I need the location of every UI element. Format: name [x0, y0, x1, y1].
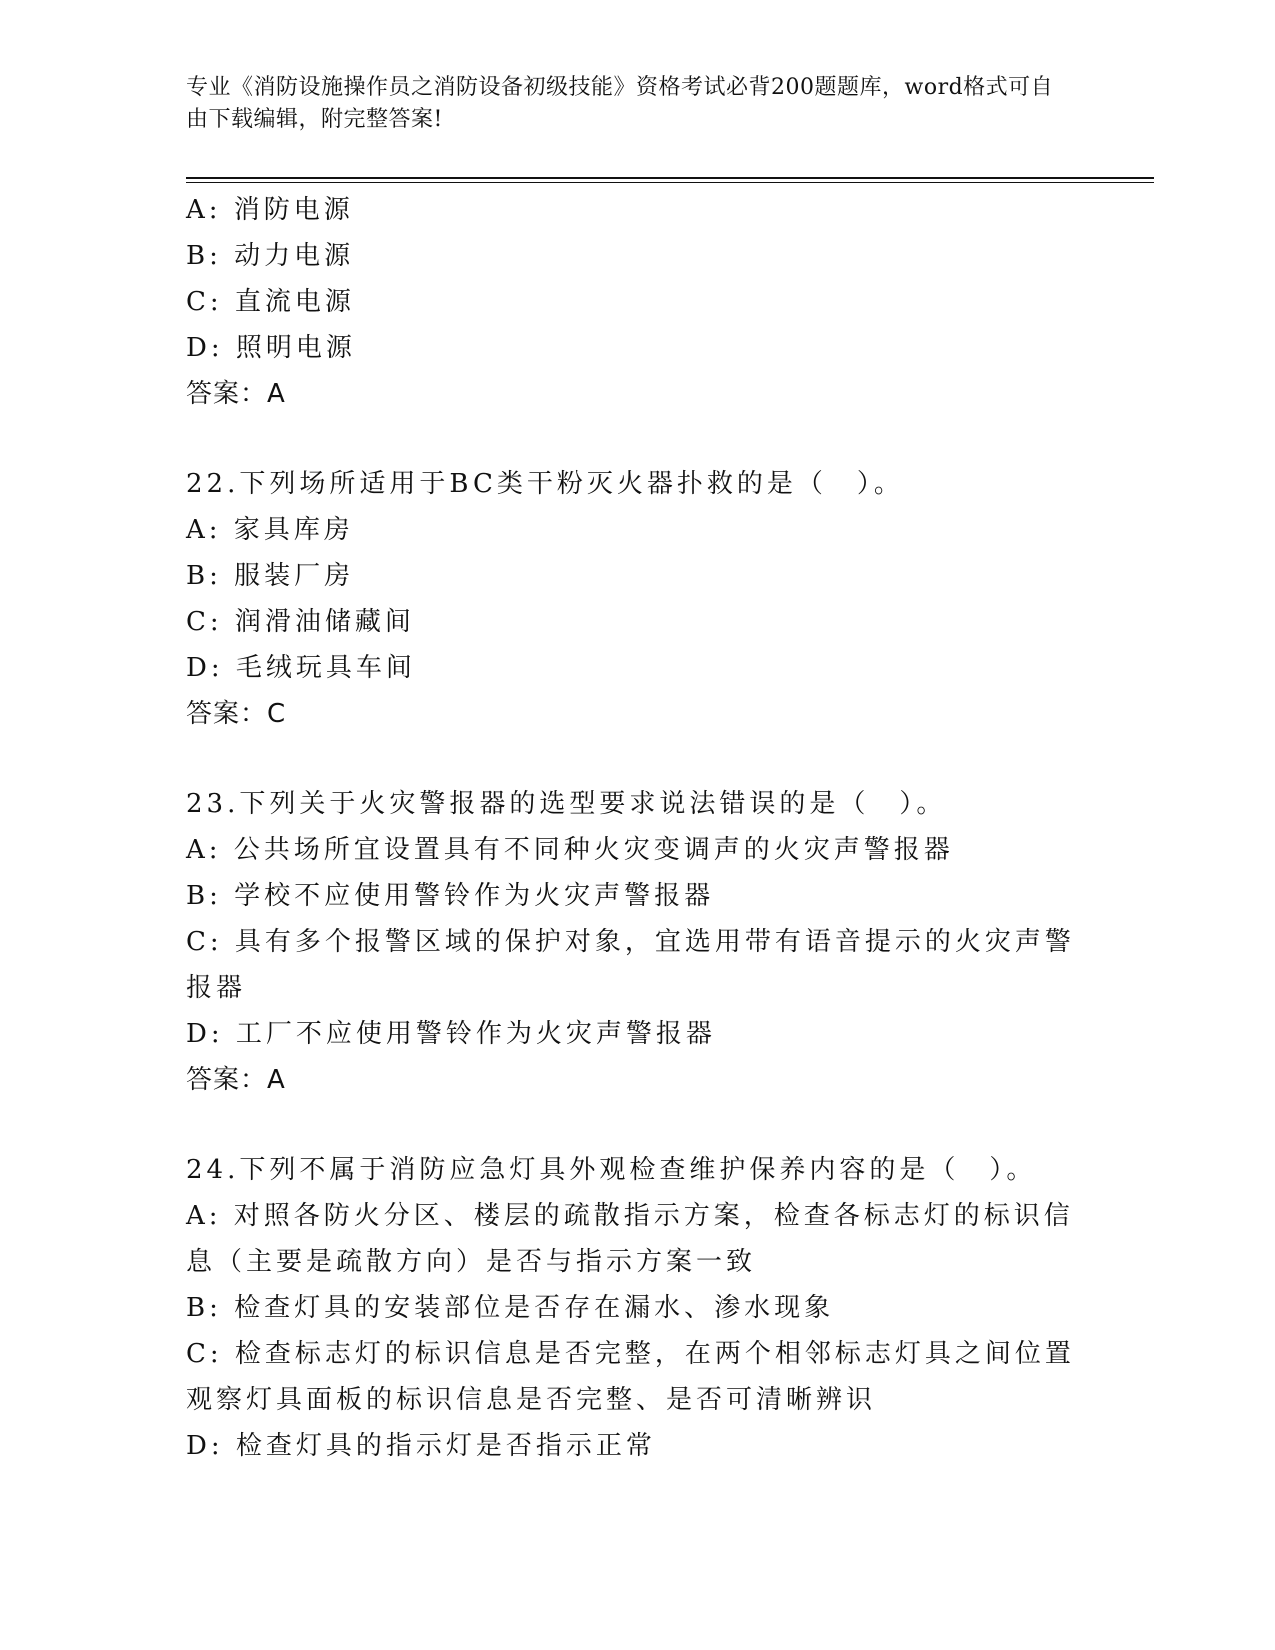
option-a: A: 公共场所宜设置具有不同种火灾变调声的火灾声警报器 — [186, 835, 954, 865]
question-block-21 — [186, 187, 1086, 417]
option-b: B: 动力电源 — [186, 241, 355, 271]
option-d: D: 照明电源 — [186, 333, 356, 363]
question-text: 23.下列关于火灾警报器的选型要求说法错误的是（ ）。 — [186, 789, 947, 819]
header-divider-thin — [186, 182, 1154, 183]
document-header: 专业《消防设施操作员之消防设备初级技能》资格考试必背200题题库，word格式可自由下载编辑，附完整答案! — [186, 75, 1054, 132]
option-a: A: 对照各防火分区、楼层的疏散指示方案，检查各标志灯的标识信息（主要是疏散方向）是否与指示方案一致 — [186, 1201, 1074, 1277]
option-c: C: 润滑油储藏间 — [186, 607, 415, 637]
option-d: D: 毛绒玩具车间 — [186, 653, 416, 683]
option-d: D: 工厂不应使用警铃作为火灾声警报器 — [186, 1019, 716, 1049]
question-text: 24.下列不属于消防应急灯具外观检查维护保养内容的是（ ）。 — [186, 1155, 1037, 1185]
answer-line: 答案：A — [186, 1065, 286, 1095]
option-b: B: 检查灯具的安装部位是否存在漏水、渗水现象 — [186, 1293, 835, 1323]
question-text: 22.下列场所适用于BC类干粉灭火器扑救的是（ ）。 — [186, 469, 904, 499]
option-c: C: 检查标志灯的标识信息是否完整，在两个相邻标志灯具之间位置观察灯具面板的标识信息是否完整、是否可清晰辨识 — [186, 1339, 1075, 1415]
option-c: C: 具有多个报警区域的保护对象，宜选用带有语音提示的火灾声警报器 — [186, 927, 1075, 1003]
question-list — [186, 187, 1086, 1469]
option-b: B: 学校不应使用警铃作为火灾声警报器 — [186, 881, 715, 911]
answer-line: 答案：A — [186, 379, 286, 409]
header-divider-thick — [186, 177, 1154, 179]
option-a: A: 消防电源 — [186, 195, 354, 225]
option-b: B: 服装厂房 — [186, 561, 355, 591]
option-c: C: 直流电源 — [186, 287, 355, 317]
question-block-23 — [186, 781, 1086, 1103]
option-a: A: 家具库房 — [186, 515, 354, 545]
question-block-24 — [186, 1147, 1086, 1469]
answer-line: 答案：C — [186, 699, 287, 729]
question-block-22 — [186, 461, 1086, 737]
option-d: D: 检查灯具的指示灯是否指示正常 — [186, 1431, 656, 1461]
